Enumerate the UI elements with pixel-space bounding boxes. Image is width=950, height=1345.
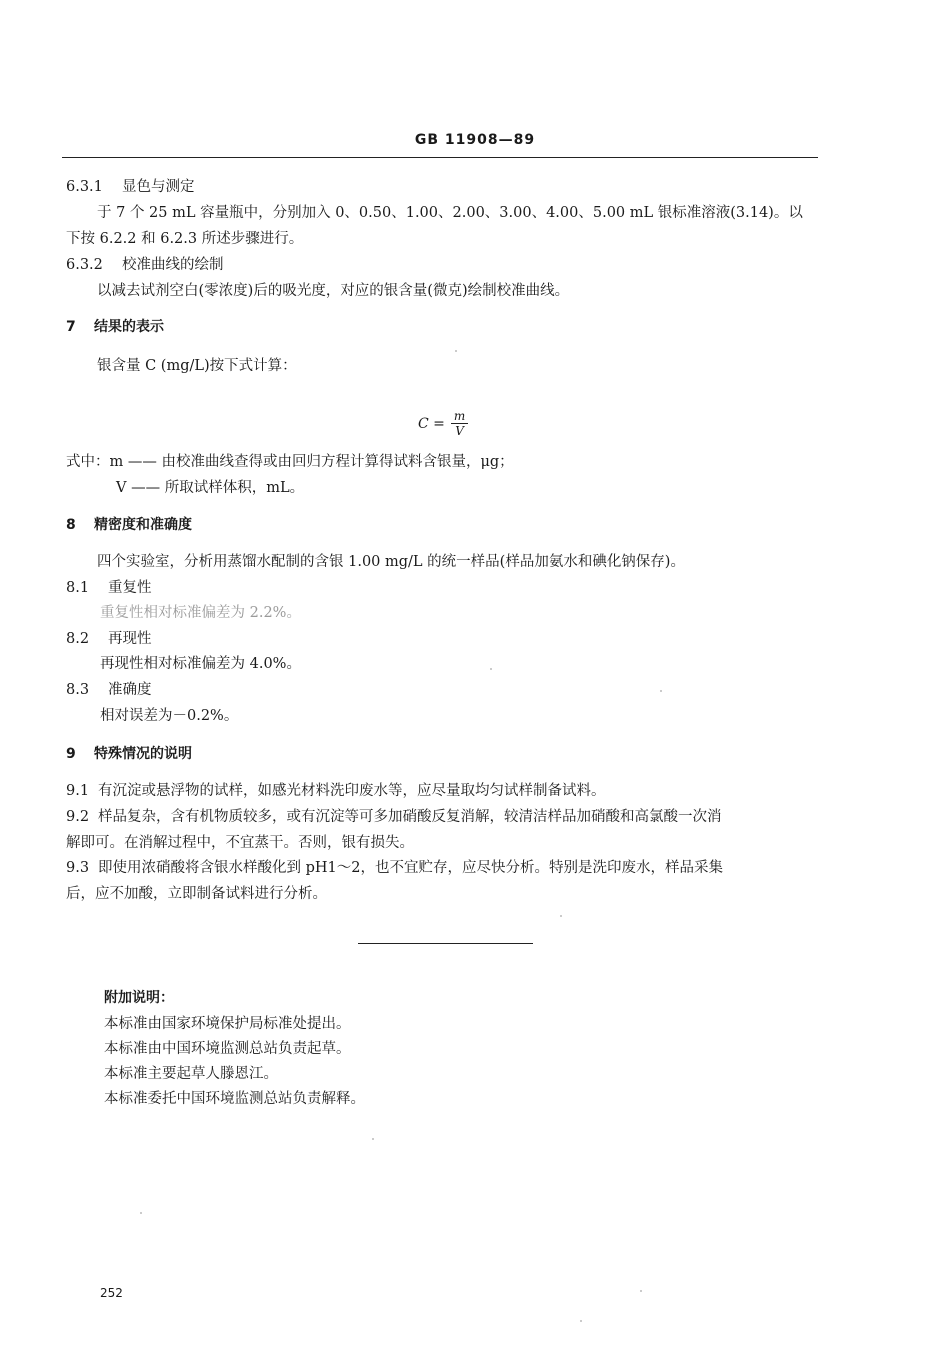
paragraph-line: 后，应不加酸，立即制备试料进行分析。 bbox=[66, 886, 327, 902]
paragraph-line: 再现性相对标准偏差为 4.0%。 bbox=[100, 656, 301, 672]
paragraph-line: 重复性相对标准偏差为 2.2%。 bbox=[100, 605, 301, 621]
formula-numerator: m bbox=[451, 409, 468, 424]
section-number: 6.3.2 bbox=[66, 257, 103, 273]
scan-speck bbox=[660, 690, 662, 692]
section-8-2-heading bbox=[66, 629, 152, 649]
scan-speck bbox=[580, 1320, 582, 1322]
section-9-1-paragraph bbox=[66, 781, 606, 801]
scan-speck bbox=[490, 668, 492, 670]
page-number: 252 bbox=[100, 1286, 123, 1300]
section-9-heading bbox=[66, 744, 192, 764]
section-number: 9.1 bbox=[66, 783, 90, 799]
variable-definition-v: V —— 所取试样体积，mL。 bbox=[116, 480, 305, 496]
paragraph-line: 以减去试剂空白(零浓度)后的吸光度，对应的银含量(微克)绘制校准曲线。 bbox=[97, 283, 570, 299]
scan-speck bbox=[140, 1212, 142, 1214]
formula-fraction bbox=[451, 409, 468, 438]
paragraph-line: 解即可。在消解过程中，不宜蒸干。否则，银有损失。 bbox=[66, 835, 414, 851]
section-title: 精密度和准确度 bbox=[94, 517, 192, 533]
silver-content-formula bbox=[418, 409, 468, 438]
paragraph-text: 样品复杂，含有机物质较多，或有沉淀等可多加硝酸反复消解，较清洁样品加硝酸和高氯酸一次消 bbox=[98, 809, 722, 825]
formula-denominator: V bbox=[455, 424, 464, 438]
section-number: 6.3.1 bbox=[66, 179, 103, 195]
section-6-3-2-heading bbox=[66, 255, 224, 275]
section-6-3-1-heading bbox=[66, 177, 195, 197]
formula-lhs: C = bbox=[418, 415, 445, 432]
appendix-line: 本标准委托中国环境监测总站负责解释。 bbox=[104, 1091, 365, 1107]
section-number: 8.1 bbox=[66, 580, 90, 596]
section-number: 9.3 bbox=[66, 860, 90, 876]
section-title: 再现性 bbox=[108, 631, 152, 647]
paragraph-line: 银含量 C (mg/L)按下式计算： bbox=[97, 358, 297, 374]
paragraph-line: 于 7 个 25 mL 容量瓶中，分别加入 0、0.50、1.00、2.00、3.00、4.00、5.00 mL 银标准溶液(3.14)。以 bbox=[97, 205, 803, 221]
appendix-line: 本标准由中国环境监测总站负责起草。 bbox=[104, 1041, 351, 1057]
paragraph-text: 有沉淀或悬浮物的试样，如感光材料洗印废水等，应尽量取均匀试样制备试料。 bbox=[98, 783, 606, 799]
section-title: 校准曲线的绘制 bbox=[122, 257, 224, 273]
scan-speck bbox=[372, 1138, 374, 1140]
section-8-3-heading bbox=[66, 680, 152, 700]
header-rule bbox=[62, 157, 818, 158]
section-8-1-heading bbox=[66, 578, 152, 598]
appendix-title: 附加说明： bbox=[104, 990, 174, 1006]
section-number: 8 bbox=[66, 517, 76, 533]
paragraph-text: 即使用浓硝酸将含银水样酸化到 pH1～2，也不宜贮存，应尽快分析。特别是洗印废水，样品采集 bbox=[98, 860, 723, 876]
variable-definition-m: 式中：m —— 由校准曲线查得或由回归方程计算得试料含银量，μg； bbox=[66, 454, 514, 470]
appendix-line: 本标准由国家环境保护局标准处提出。 bbox=[104, 1016, 351, 1032]
section-number: 9 bbox=[66, 746, 76, 762]
section-number: 7 bbox=[66, 319, 76, 335]
end-of-standard-rule bbox=[358, 943, 533, 944]
section-7-heading bbox=[66, 317, 164, 337]
paragraph-line: 下按 6.2.2 和 6.2.3 所述步骤进行。 bbox=[66, 231, 304, 247]
section-title: 结果的表示 bbox=[94, 319, 164, 335]
section-title: 特殊情况的说明 bbox=[94, 746, 192, 762]
paragraph-line: 相对误差为－0.2%。 bbox=[100, 708, 239, 724]
scan-speck bbox=[455, 350, 457, 352]
section-number: 9.2 bbox=[66, 809, 90, 825]
standard-header: GB 11908—89 bbox=[414, 132, 536, 148]
section-9-3-paragraph bbox=[66, 858, 723, 878]
section-number: 8.2 bbox=[66, 631, 90, 647]
section-title: 重复性 bbox=[108, 580, 152, 596]
paragraph-line: 四个实验室，分析用蒸馏水配制的含银 1.00 mg/L 的统一样品(样品加氨水和碘化钠保存)。 bbox=[97, 554, 685, 570]
section-title: 显色与测定 bbox=[122, 179, 195, 195]
section-title: 准确度 bbox=[108, 682, 152, 698]
scan-speck bbox=[640, 1290, 642, 1292]
section-number: 8.3 bbox=[66, 682, 90, 698]
section-9-2-paragraph bbox=[66, 807, 722, 827]
appendix-line: 本标准主要起草人滕恩江。 bbox=[104, 1066, 278, 1082]
section-8-heading bbox=[66, 515, 192, 535]
scan-speck bbox=[560, 915, 562, 917]
